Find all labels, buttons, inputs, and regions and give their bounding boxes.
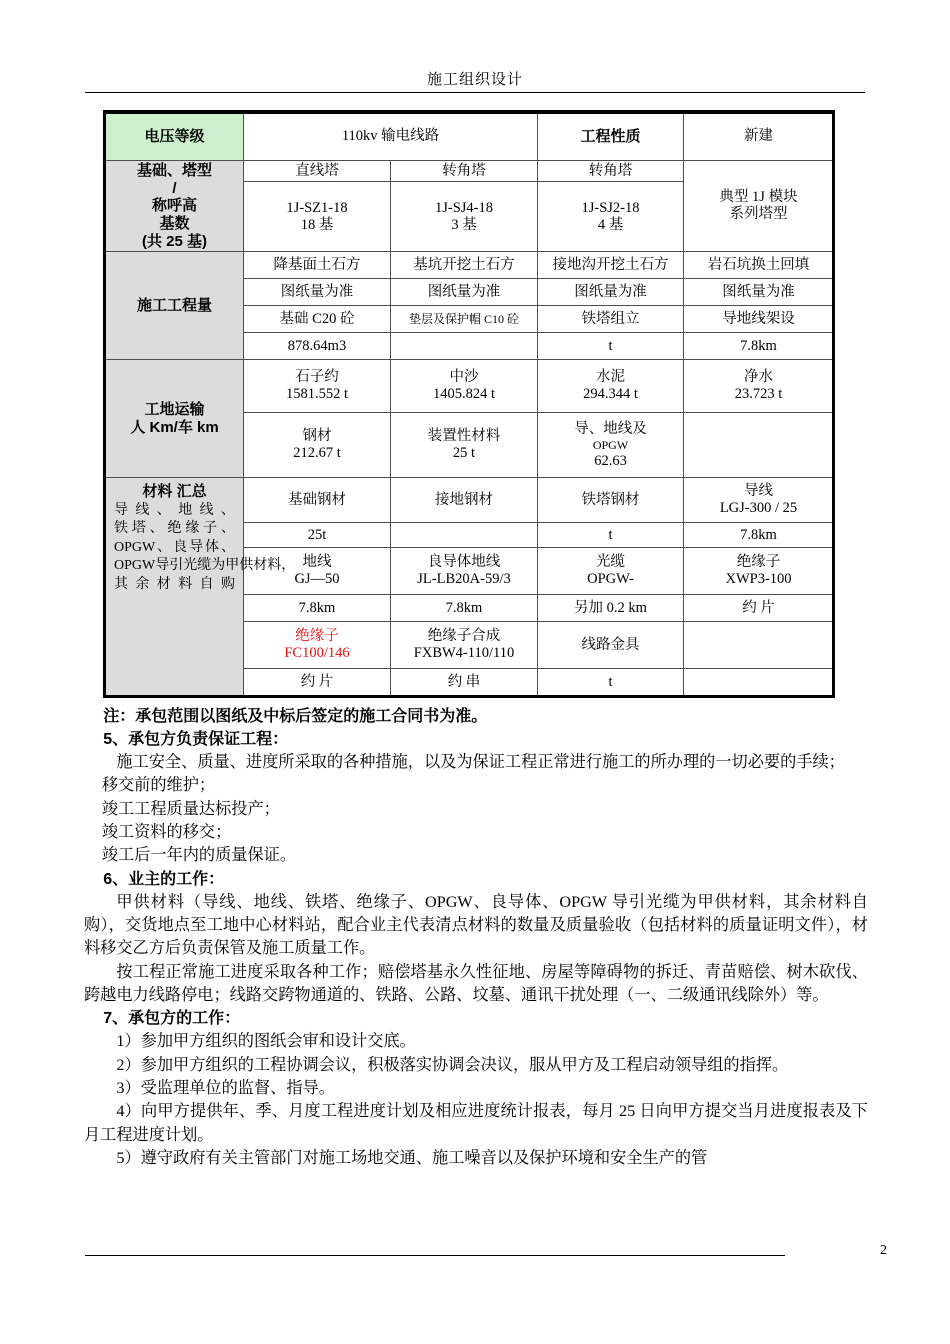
tower-label-line-3: 基数 — [159, 215, 190, 233]
material-2-0-name: 地线 — [302, 554, 332, 571]
cell-material-5-0: 约 片 — [244, 669, 391, 696]
cell-quantity-item-0-2: 接地沟开挖土石方 — [538, 252, 684, 279]
cell-voltage-label: 电压等级 — [106, 113, 244, 161]
transport-mat-0-2: 水泥 — [596, 369, 625, 386]
material-4-1-spec: FXBW4-110/110 — [413, 645, 515, 662]
cell-material-1-2: t — [538, 523, 684, 548]
cell-transport-mat-0-2 — [538, 360, 684, 413]
section-6-heading: 6、业主的工作： — [103, 870, 225, 888]
cell-material-3-2: 另加 0.2 km — [538, 595, 684, 622]
cell-material-3-1: 7.8km — [391, 595, 538, 622]
cell-quantity-item-0-0: 降基面土石方 — [244, 252, 391, 279]
cell-material-3-0: 7.8km — [244, 595, 391, 622]
cell-quantity-label: 施工工程量 — [106, 252, 244, 360]
transport-mat-1-2: 导、地线及 — [574, 421, 647, 438]
cell-transport-mat-1-1 — [391, 413, 538, 478]
cell-transport-mat-0-1 — [391, 360, 538, 413]
table-row-quantity-1 — [106, 252, 834, 279]
cell-quantity-item-3-0: 878.64m3 — [244, 333, 391, 360]
material-0-3-spec: LGJ-300 / 25 — [719, 500, 798, 517]
section-5-paragraph-3: 竣工工程质量达标投产； — [101, 799, 280, 818]
cell-material-0-2: 铁塔钢材 — [538, 478, 684, 523]
table-row-tower-types — [106, 161, 834, 182]
project-spec-table — [105, 112, 834, 696]
cell-quantity-item-2-3: 导地线架设 — [684, 306, 834, 333]
transport-val-1-2: OPGW — [592, 438, 629, 453]
transport-val-0-1: 1405.824 t — [432, 386, 496, 403]
section-7-paragraph-1: 1）参加甲方组织的图纸会审和设计交底。 — [116, 1032, 416, 1051]
cell-material-0-3 — [684, 478, 834, 523]
section-5-paragraph-4: 竣工资料的移交； — [101, 823, 232, 842]
tower-model-0: 1J-SZ1-18 — [286, 199, 348, 216]
cell-material-4-0 — [244, 622, 391, 669]
cell-tower-type-0: 直线塔 — [244, 161, 391, 182]
tower-note-line-1: 系列塔型 — [729, 206, 788, 223]
cell-material-1-0: 25t — [244, 523, 391, 548]
cell-material-0-1: 接地钢材 — [391, 478, 538, 523]
section-7-paragraph-3: 3）受监理单位的监督、指导。 — [116, 1079, 335, 1098]
material-label-title: 材料 汇总 — [142, 483, 207, 501]
material-label-body: 导线、地线、铁塔、绝缘子、OPGW、良导体、OPGW导引光缆为甲供材料，其余材料自购 — [114, 502, 296, 592]
tower-label-line-1: / — [172, 179, 177, 197]
cell-material-1-3: 7.8km — [684, 523, 834, 548]
cell-tower-note — [684, 161, 834, 252]
tower-label-line-0: 基础、塔型 — [136, 162, 212, 179]
cell-voltage-value: 110kv 输电线路 — [244, 113, 538, 161]
cell-transport-mat-1-0 — [244, 413, 391, 478]
material-2-3-spec: XWP3-100 — [725, 571, 792, 588]
transport-val-1-1: 25 t — [452, 445, 476, 462]
cell-material-2-1 — [391, 548, 538, 595]
section-6-paragraph-2: 按工程正常施工进度采取各种工作；赔偿塔基永久性征地、房屋等障碍物的拆迁、青苗赔偿、树木砍伐、跨越电力线路停电；线路交跨物通道的、铁路、公路、坟墓、通讯干扰处理（一、二级通讯线除外）等。 — [84, 962, 868, 1005]
tower-label-line-4: (共 25 基) — [141, 232, 207, 250]
cell-quantity-item-1-0: 图纸量为准 — [244, 279, 391, 306]
cell-material-5-2: t — [538, 669, 684, 696]
cell-tower-label — [106, 161, 244, 252]
cell-quantity-item-2-0: 基础 C20 砼 — [244, 306, 391, 333]
transport-mat-1-0: 钢材 — [302, 428, 332, 445]
section-5-paragraph-2: 移交前的维护； — [101, 776, 216, 795]
tower-note-line-0: 典型 1J 模块 — [719, 189, 798, 206]
cell-material-2-3 — [684, 548, 834, 595]
cell-material-4-3 — [684, 622, 834, 669]
cell-quantity-item-1-3: 图纸量为准 — [684, 279, 834, 306]
section-6-paragraph-1: 甲供材料（导线、地线、铁塔、绝缘子、OPGW、良导体、OPGW 导引光缆为甲供材料，其余材料自购），交货地点至工地中心材料站，配合业主代表清点材料的数量及质量验收（包括材料的质量证明文件），材料移交乙方后负责保管及施工质量工作。 — [84, 892, 868, 958]
cell-quantity-item-3-2: t — [538, 333, 684, 360]
transport-mat-0-3: 净水 — [744, 369, 773, 386]
cell-material-3-3: 约 片 — [684, 595, 834, 622]
material-0-3-name: 导线 — [744, 483, 773, 500]
tower-count-2: 4 基 — [597, 216, 624, 233]
cell-material-0-0: 基础钢材 — [244, 478, 391, 523]
cell-nature-label: 工程性质 — [538, 113, 684, 161]
material-4-0-spec: FC100/146 — [284, 645, 350, 662]
cell-quantity-item-2-1: 垫层及保护帽 C10 砼 — [391, 306, 538, 333]
material-2-0-spec: GJ—50 — [294, 571, 340, 588]
cell-material-2-2 — [538, 548, 684, 595]
material-2-2-spec: OPGW- — [587, 571, 634, 588]
material-2-1-spec: JL-LB20A-59/3 — [417, 571, 511, 588]
transport-mat-0-0: 石子约 — [295, 369, 339, 386]
material-2-3-name: 绝缘子 — [736, 554, 781, 571]
cell-quantity-item-0-1: 基坑开挖土石方 — [391, 252, 538, 279]
cell-quantity-item-3-1 — [391, 333, 538, 360]
transport-val-0-0: 1581.552 t — [285, 386, 349, 403]
tower-count-0: 18 基 — [300, 216, 334, 233]
cell-material-5-1: 约 串 — [391, 669, 538, 696]
cell-material-1-1 — [391, 523, 538, 548]
material-4-0-name: 绝缘子 — [295, 628, 339, 645]
transport-val-0-3: 23.723 t — [734, 386, 783, 403]
transport-mat-1-1: 装置性材料 — [427, 428, 501, 445]
material-2-1-name: 良导体地线 — [427, 554, 501, 571]
cell-tower-type-2: 转角塔 — [538, 161, 684, 182]
cell-quantity-item-1-2: 图纸量为准 — [538, 279, 684, 306]
footer-divider — [85, 1255, 785, 1256]
cell-tower-type-1: 转角塔 — [391, 161, 538, 182]
transport-val-1-0: 212.67 t — [293, 445, 341, 462]
section-7-heading: 7、承包方的工作： — [103, 1010, 241, 1028]
section-7-paragraph-2: 2）参加甲方组织的工程协调会议，积极落实协调会决议，服从甲方及工程启动领导组的指挥。 — [116, 1055, 789, 1074]
material-2-2-name: 光缆 — [596, 554, 625, 571]
transport-val-0-2: 294.344 t — [583, 386, 638, 403]
cell-tower-model-0 — [244, 182, 391, 252]
cell-tower-model-2 — [538, 182, 684, 252]
material-4-1-name: 绝缘子合成 — [427, 628, 501, 645]
header-divider — [85, 92, 865, 93]
transport-mat-0-1: 中沙 — [449, 369, 479, 386]
section-7-paragraph-5: 5）遵守政府有关主管部门对施工场地交通、施工噪音以及保护环境和安全生产的管 — [116, 1149, 708, 1168]
cell-quantity-item-3-3: 7.8km — [684, 333, 834, 360]
transport-label-line-1: 人 Km/车 km — [130, 418, 219, 436]
cell-material-4-2: 线路金具 — [538, 622, 684, 669]
section-5-heading: 5、承包方负责保证工程： — [103, 731, 289, 749]
section-5-paragraph-5: 竣工后一年内的质量保证。 — [101, 846, 297, 865]
cell-transport-mat-1-3 — [684, 413, 834, 478]
tower-label-line-2: 称呼高 — [151, 197, 197, 215]
cell-material-5-3 — [684, 669, 834, 696]
tower-model-1: 1J-SJ4-18 — [434, 199, 493, 216]
transport-val-1-2b: 62.63 — [594, 452, 627, 469]
cell-material-label — [106, 478, 296, 696]
table-row-material-1 — [106, 478, 834, 523]
page-number: 2 — [880, 1243, 887, 1258]
tower-count-1: 3 基 — [451, 216, 477, 233]
cell-transport-label — [106, 360, 244, 478]
cell-tower-model-1 — [391, 182, 538, 252]
document-body — [84, 705, 868, 1170]
cell-nature-value: 新建 — [684, 113, 834, 161]
cell-transport-mat-0-3 — [684, 360, 834, 413]
cell-material-4-1 — [391, 622, 538, 669]
table-row-voltage — [106, 113, 834, 161]
tower-model-2: 1J-SJ2-18 — [581, 199, 640, 216]
cell-transport-mat-0-0 — [244, 360, 391, 413]
table-row-transport-1 — [106, 360, 834, 413]
page-header-title: 施工组织设计 — [426, 72, 523, 88]
cell-quantity-item-2-2: 铁塔组立 — [538, 306, 684, 333]
transport-label-line-0: 工地运输 — [144, 401, 205, 419]
cell-quantity-item-0-3: 岩石坑换土回填 — [684, 252, 834, 279]
cell-quantity-item-1-1: 图纸量为准 — [391, 279, 538, 306]
section-7-paragraph-4: 4）向甲方提供年、季、月度工程进度计划及相应进度统计报表，每月 25 日向甲方提交当月进度报表及下月工程进度计划。 — [84, 1102, 868, 1144]
cell-transport-mat-1-2 — [538, 413, 684, 478]
section-5-paragraph-1: 施工安全、质量、进度所采取的各种措施，以及为保证工程正常进行施工的所办理的一切必要的手续； — [116, 753, 845, 772]
note-line: 注：承包范围以图纸及中标后签定的施工合同书为准。 — [103, 708, 488, 725]
